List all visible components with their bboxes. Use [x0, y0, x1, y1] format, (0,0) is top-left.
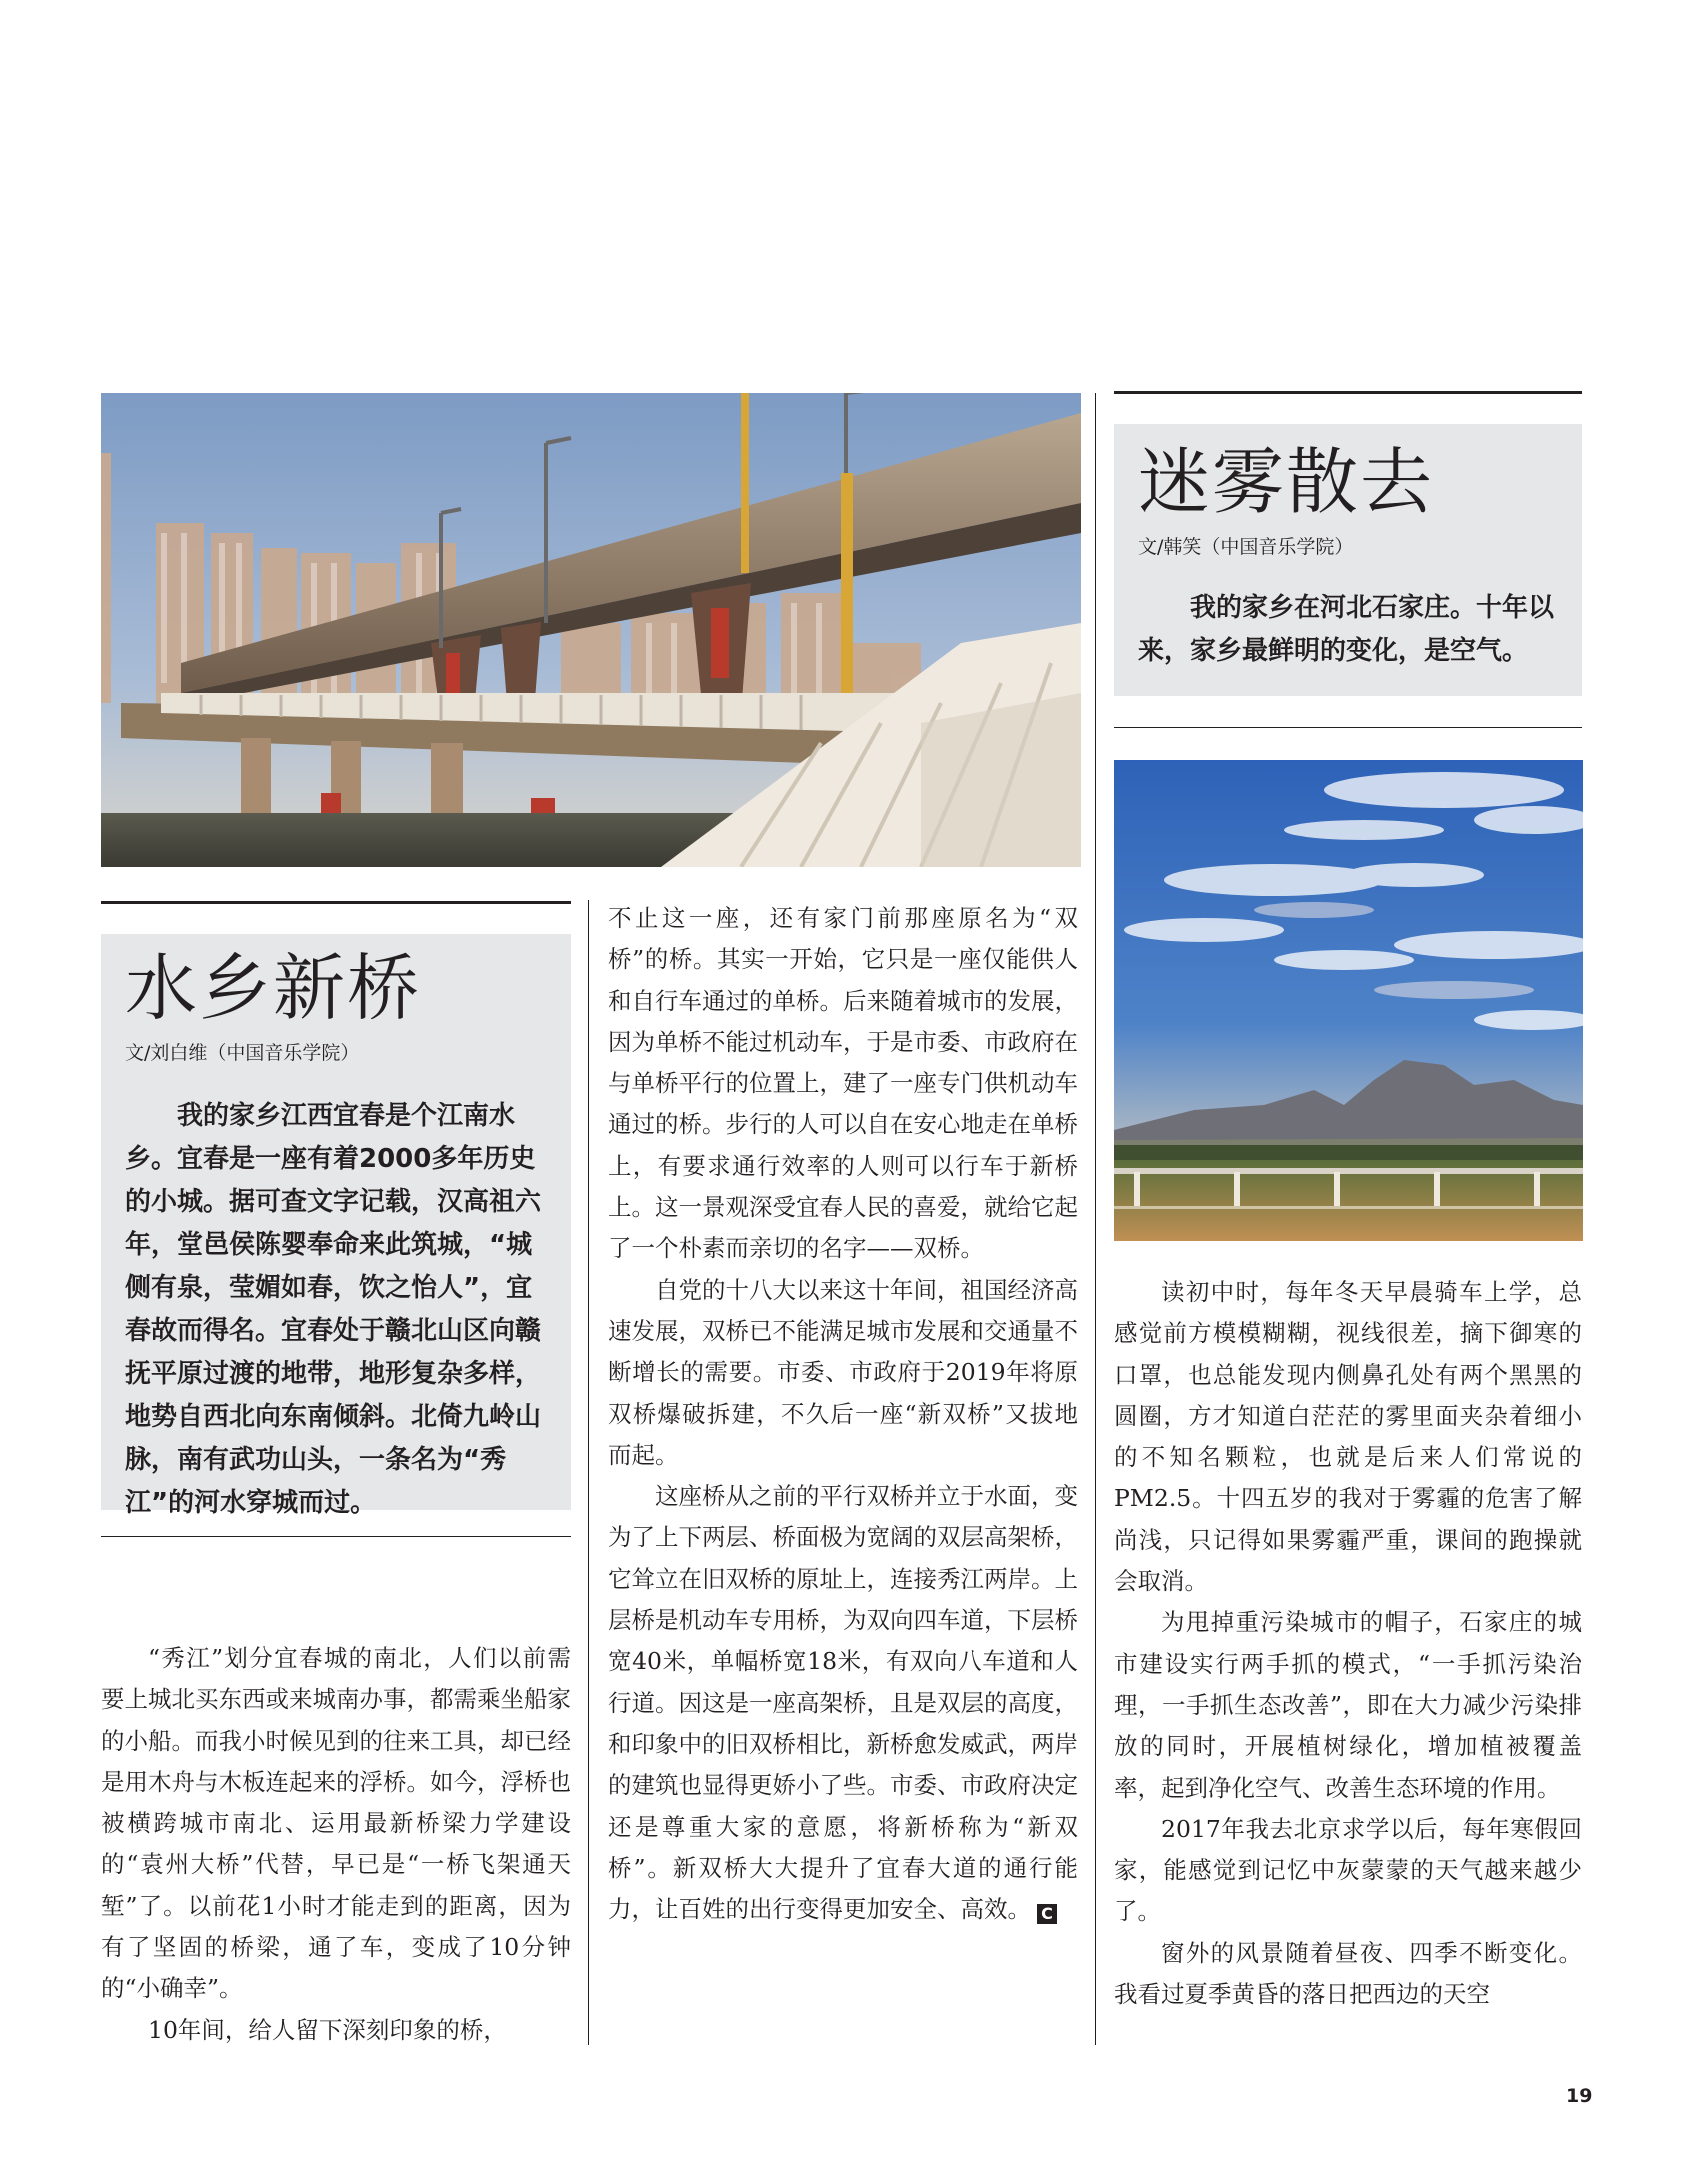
page-number: 19 [1566, 2085, 1593, 2107]
article2-title: 迷雾散去 [1138, 440, 1435, 524]
article1-col2-paragraph-last [608, 1476, 1078, 1930]
article2-top-rule [1114, 391, 1582, 394]
article1-title: 水乡新桥 [125, 946, 422, 1030]
article2-paragraph: 为甩掉重污染城市的帽子，石家庄的城市建设实行两手抓的模式，“一手抓污染治理，一手抓生态改善”，即在大力减少污染排放的同时，开展植树绿化，增加植被覆盖率，起到净化空气、改善生态环境的作用。 [1114, 1608, 1582, 1802]
article1-col2-last-text: 这座桥从之前的平行双桥并立于水面，变为了上下两层、桥面极为宽阔的双层高架桥，它耸立在旧双桥的原址上，连接秀江两岸。上层桥是机动车专用桥，为双向四车道，下层桥宽40米，单幅桥宽18米，有双向八车道和人行道。因这是一座高架桥，且是双层的高度，和印象中的旧双桥相比，新桥愈发威武，两岸的建筑也显得更娇小了些。市委、市政府决定还是尊重大家的意愿，将新桥称为“新双桥”。新双桥大大提升了宜春大道的通行能力，让百姓的出行变得更加安全、高效。 [608, 1482, 1078, 1924]
article2-paragraph: 读初中时，每年冬天早晨骑车上学，总感觉前方模模糊糊，视线很差，摘下御寒的口罩，也总能发现内侧鼻孔处有两个黑黑的圆圈，方才知道白茫茫的雾里面夹杂着细小的不知名颗粒，也就是后来人们常说的PM2.5。十四五岁的我对于雾霾的危害了解尚浅，只记得如果雾霾严重，课间的跑操就会取消。 [1114, 1278, 1582, 1596]
article2-paragraph: 窗外的风景随着昼夜、四季不断变化。我看过夏季黄昏的落日把西边的天空 [1114, 1938, 1582, 2009]
article2-lead: 我的家乡在河北石家庄。十年以来，家乡最鲜明的变化，是空气。 [1138, 593, 1555, 666]
article1-lead: 我的家乡江西宜春是个江南水乡。宜春是一座有着2000多年历史的小城。据可查文字记载，汉高祖六年，堂邑侯陈婴奉命来此筑城，“城侧有泉，莹媚如春，饮之怡人”，宜春故而得名。宜春处于赣北山区向赣抚平原过渡的地带，地形复杂多样，地势自西北向东南倾斜。北倚九岭山脉，南有武功山头，一条名为“秀江”的河水穿城而过。 [125, 1101, 542, 1518]
article1-col2-paragraph: 自党的十八大以来这十年间，祖国经济高速发展，双桥已不能满足城市发展和交通量不断增长的需要。市委、市政府于2019年将原双桥爆破拆建，不久后一座“新双桥”又拔地而起。 [608, 1275, 1078, 1469]
bridge-photo [101, 393, 1081, 867]
article1-col1-paragraph: 10年间，给人留下深刻印象的桥， [148, 2015, 507, 2044]
article1-byline: 文/刘白维（中国音乐学院） [125, 1042, 360, 1064]
article2-byline: 文/韩笑（中国音乐学院） [1138, 536, 1354, 558]
article1-col2-continuation: 不止这一座，还有家门前那座原名为“双桥”的桥。其实一开始，它只是一座仅能供人和自行车通过的单桥。后来随着城市的发展，因为单桥不能过机动车，于是市委、市政府在与单桥平行的位置上，建了一座专门供机动车通过的桥。步行的人可以自在安心地走在单桥上，有要求通行效率的人则可以行车于新桥上。这一景观深受宜春人民的喜爱，就给它起了一个朴素而亲切的名字——双桥。 [608, 904, 1078, 1263]
column-divider-left [588, 900, 589, 2045]
article1-column1 [101, 1638, 571, 2051]
article1-top-rule [101, 901, 571, 904]
landscape-photo [1114, 760, 1583, 1241]
end-mark-icon: C [1037, 1904, 1057, 1924]
article1-col1-paragraph: “秀江”划分宜春城的南北，人们以前需要上城北买东西或来城南办事，都需乘坐船家的小船。而我小时候见到的往来工具，却已经是用木舟与木板连起来的浮桥。如今，浮桥也被横跨城市南北、运用最新桥梁力学建设的“袁州大桥”代替，早已是“一桥飞架通天堑”了。以前花1小时才能走到的距离，因为有了坚固的桥梁，通了车，变成了10分钟的“小确幸”。 [101, 1644, 571, 2003]
article1-title-box [101, 934, 571, 1518]
article2-title-box [1114, 424, 1582, 696]
article2-column [1114, 1272, 1582, 2015]
article2-bottom-rule [1114, 727, 1582, 728]
article2-paragraph: 2017年我去北京求学以后，每年寒假回家，能感觉到记忆中灰蒙蒙的天气越来越少了。 [1114, 1814, 1582, 1926]
column-divider-right [1095, 393, 1096, 2045]
article1-bottom-rule [101, 1536, 571, 1537]
article1-column2 [608, 898, 1078, 1930]
